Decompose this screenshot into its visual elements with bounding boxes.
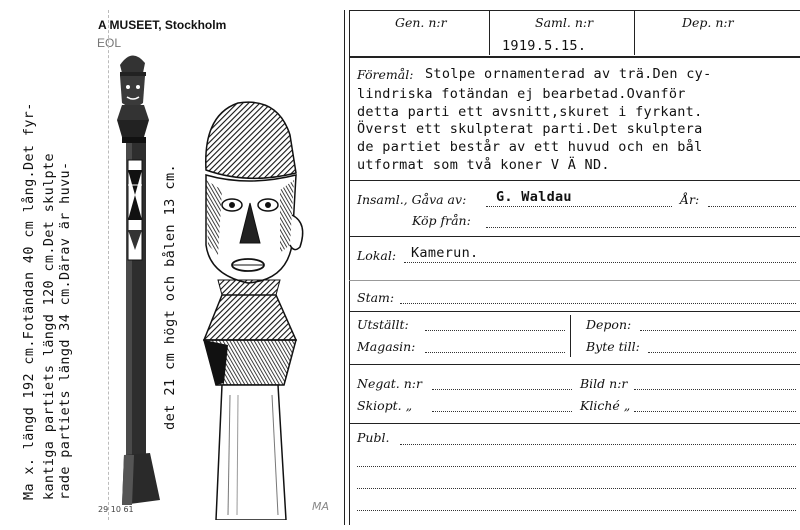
negat-label: Negat. n:r	[357, 376, 422, 391]
magasin-label: Magasin:	[357, 339, 416, 354]
gen-number-label: Gen. n:r	[395, 15, 447, 30]
stam-dots	[400, 303, 796, 304]
bild-dots	[634, 389, 796, 390]
card-top-border	[349, 10, 800, 11]
foremal-bottom-border	[349, 180, 800, 181]
notes-line-2: kantiga partiets längd 120 cm.Det skulpte	[42, 153, 57, 500]
utstallt-label: Utställt:	[357, 317, 409, 332]
foremal-line-2: lindriska fotändan ej bearbetad.Ovanför	[357, 86, 686, 102]
kliche-dots	[634, 411, 796, 412]
notes-line-3: rade partiets längd 34 cm.Därav är huvu-	[58, 161, 73, 500]
kop-dots	[486, 227, 796, 228]
margin-initials: MA	[312, 500, 330, 513]
header-divider-2	[634, 10, 635, 55]
insaml-label: Insaml., Gåva av:	[357, 192, 467, 207]
foremal-line-6: utformat som två koner V Ä ND.	[357, 157, 610, 173]
header-bottom-border	[349, 56, 800, 58]
stam-label: Stam:	[357, 290, 395, 305]
byte-label: Byte till:	[586, 339, 640, 354]
negat-dots	[432, 389, 572, 390]
skiopt-label: Skiopt. „	[357, 398, 413, 413]
foremal-label: Föremål:	[357, 67, 414, 82]
publ-label: Publ.	[357, 430, 390, 445]
card-left-border-inner	[349, 10, 350, 525]
lokal-value: Kamerun.	[411, 245, 479, 261]
publ-dots-2	[357, 466, 796, 467]
notes-line-1: Ma x. längd 192 cm.Fotändan 40 cm lång.Det fyr-	[22, 102, 37, 500]
utstallt-divider	[570, 315, 571, 357]
kop-label: Köp från:	[412, 213, 471, 228]
saml-number-label: Saml. n:r	[535, 15, 594, 30]
foremal-line-3: detta parti ett avsnitt,skuret i fyrkant.	[357, 104, 703, 120]
head-drawing-detail	[188, 95, 318, 520]
kliche-label: Kliché „	[580, 398, 631, 413]
insaml-bottom-border	[349, 236, 800, 237]
insaml-dots	[486, 206, 672, 207]
foremal-line-5: de partiet består av ett huvud och en bål	[357, 139, 703, 155]
depon-label: Depon:	[586, 317, 632, 332]
insaml-value: G. Waldau	[496, 189, 572, 205]
publ-dots-1	[400, 444, 796, 445]
stamp-date: 29 10 61	[98, 505, 134, 514]
skiopt-dots	[432, 411, 572, 412]
foremal-line-1: Stolpe ornamenterad av trä.Den cy-	[425, 66, 712, 82]
card-left-border	[344, 10, 345, 525]
utstallt-bottom-border	[349, 364, 800, 365]
ar-label: År:	[680, 192, 700, 207]
publ-dots-3	[357, 488, 796, 489]
saml-number-value: 1919.5.15.	[502, 38, 587, 54]
publ-dots-4	[357, 510, 796, 511]
magasin-dots	[425, 352, 565, 353]
lokal-dots	[404, 262, 796, 263]
foremal-line-4: Överst ett skulpterat parti.Det skulptera	[357, 121, 703, 137]
lokal-label: Lokal:	[357, 248, 397, 263]
lokal-bottom-border	[349, 280, 800, 281]
bild-label: Bild n:r	[580, 376, 628, 391]
drawing-caption: det 21 cm högt och bålen 13 cm.	[162, 163, 178, 430]
negat-bottom-border	[349, 423, 800, 424]
dep-number-label: Dep. n:r	[682, 15, 734, 30]
museum-stamp: A MUSEET, Stockholm	[98, 18, 227, 32]
byte-dots	[648, 352, 796, 353]
ar-dots	[708, 206, 796, 207]
department-stamp: EOL	[97, 36, 122, 50]
stam-bottom-border	[349, 311, 800, 312]
utstallt-dots	[425, 330, 565, 331]
header-divider-1	[489, 10, 490, 55]
depon-dots	[640, 330, 796, 331]
